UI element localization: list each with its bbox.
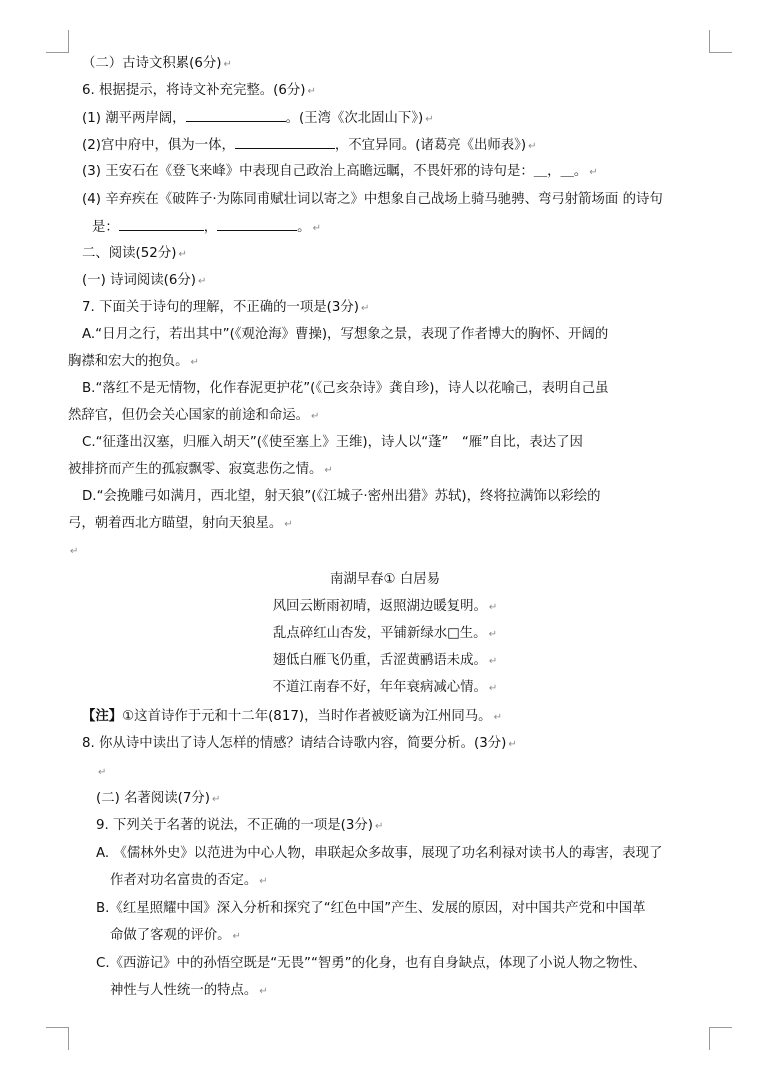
question-8-prompt: 8. 你从诗中读出了诗人怎样的情感？请结合诗歌内容，简要分析。(3分) ↵: [82, 736, 517, 751]
question-7-option-c: C.“征蓬出汉塞，归雁入胡天”(《使至塞上》王维)，诗人以“蓬” “雁”自比，表达了因: [82, 435, 583, 450]
question-7-option-b-cont: 然辞官，但仍会关心国家的前途和命运。 ↵: [68, 408, 320, 423]
question-7-option-d-cont: 弓，朝着西北方瞄望，射向天狼星。 ↵: [68, 516, 293, 531]
question-7-option-b: B.“落红不是无情物，化作春泥更护花”(《己亥杂诗》龚自珍)，诗人以花喻己，表明自己虽: [82, 381, 609, 396]
question-7-option-a-cont: 胸襟和宏大的抱负。 ↵: [68, 354, 199, 369]
question-9-option-a: A. 《儒林外史》以范进为中心人物，串联起众多故事，展现了功名利禄对读书人的毒害，表现了: [96, 846, 663, 861]
question-9-option-c-cont: 神性与人性统一的特点。 ↵: [110, 983, 268, 998]
answer-blank[interactable]: [217, 217, 297, 231]
corner-mark-top-left: [46, 30, 69, 53]
poem-line-2: 乱点碎红山杏发，平铺新绿水□生。 ↵: [273, 626, 497, 641]
question-6-item-3: (3) 王安石在《登飞来峰》中表现自己政治上高瞻远瞩，不畏奸邪的诗句是：＿，＿。 ↵: [82, 164, 598, 179]
section-heading-reading: 二、阅读(52分) ↵: [82, 246, 187, 261]
section-heading-classical-poetry: （二）古诗文积累(6分) ↵: [82, 56, 232, 71]
question-9-option-b: B.《红星照耀中国》深入分析和探究了“红色中国”产生、发展的原因，对中国共产党和中国革: [96, 901, 646, 916]
answer-blank[interactable]: [235, 135, 335, 149]
answer-blank[interactable]: [186, 108, 286, 122]
question-8-answer-space[interactable]: ↵: [98, 767, 107, 778]
question-7-prompt: 7. 下面关于诗句的理解，不正确的一项是(3分) ↵: [82, 300, 370, 315]
question-9-option-a-cont: 作者对功名富贵的否定。 ↵: [110, 873, 268, 888]
poem-line-3: 翅低白雁飞仍重，舌涩黄鹂语未成。 ↵: [272, 653, 498, 668]
question-9-prompt: 9. 下列关于名著的说法，不正确的一项是(3分) ↵: [96, 818, 384, 833]
question-6-item-1: (1) 潮平两岸阔， 。(王湾《次北固山下》) ↵: [82, 108, 434, 130]
corner-mark-bottom-left: [46, 1027, 69, 1050]
poem-note: 【注】①这首诗作于元和十二年(817)，当时作者被贬谪为江州同马。 ↵: [82, 709, 502, 724]
question-6-item-4-answer: 是： ， 。 ↵: [92, 217, 321, 239]
corner-mark-bottom-right: [709, 1027, 732, 1050]
empty-paragraph: ↵: [70, 546, 79, 557]
question-6-prompt: 6. 根据提示，将诗文补充完整。(6分) ↵: [82, 83, 316, 98]
question-7-option-c-cont: 被排挤而产生的孤寂飘零、寂寞悲伤之情。 ↵: [68, 462, 333, 477]
question-9-option-b-cont: 命做了客观的评价。 ↵: [110, 928, 241, 943]
answer-blank[interactable]: [119, 217, 204, 231]
subsection-heading-poetry-reading: (一) 诗词阅读(6分) ↵: [82, 273, 207, 288]
question-9-option-c: C.《西游记》中的孙悟空既是“无畏”“智勇”的化身，也有自身缺点，体现了小说人物之物性、: [96, 956, 647, 971]
subsection-heading-classics-reading: (二) 名著阅读(7分) ↵: [96, 791, 221, 806]
question-7-option-a: A.“日月之行，若出其中”(《观沧海》曹操)，写想象之景，表现了作者博大的胸怀、开阔的: [82, 327, 609, 342]
question-6-item-2: (2)宫中府中，俱为一体， ，不宜异同。(诸葛亮《出师表》) ↵: [82, 135, 536, 157]
corner-mark-top-right: [709, 30, 732, 53]
poem-title: 南湖早春① 白居易: [330, 572, 440, 587]
question-7-option-d: D.“会挽雕弓如满月，西北望，射天狼”(《江城子·密州出猎》苏轼)，终将拉满饰以彩绘的: [82, 489, 601, 504]
question-6-item-4: (4) 辛弃疾在《破阵子·为陈同甫赋壮词以寄之》中想象自己战场上骑马驰骋、弯弓射箭场面 的诗句: [82, 192, 663, 207]
poem-line-4: 不道江南春不好，年年衰病减心情。 ↵: [272, 680, 498, 695]
poem-line-1: 风回云断雨初晴，返照湖边暖复明。 ↵: [272, 599, 498, 614]
